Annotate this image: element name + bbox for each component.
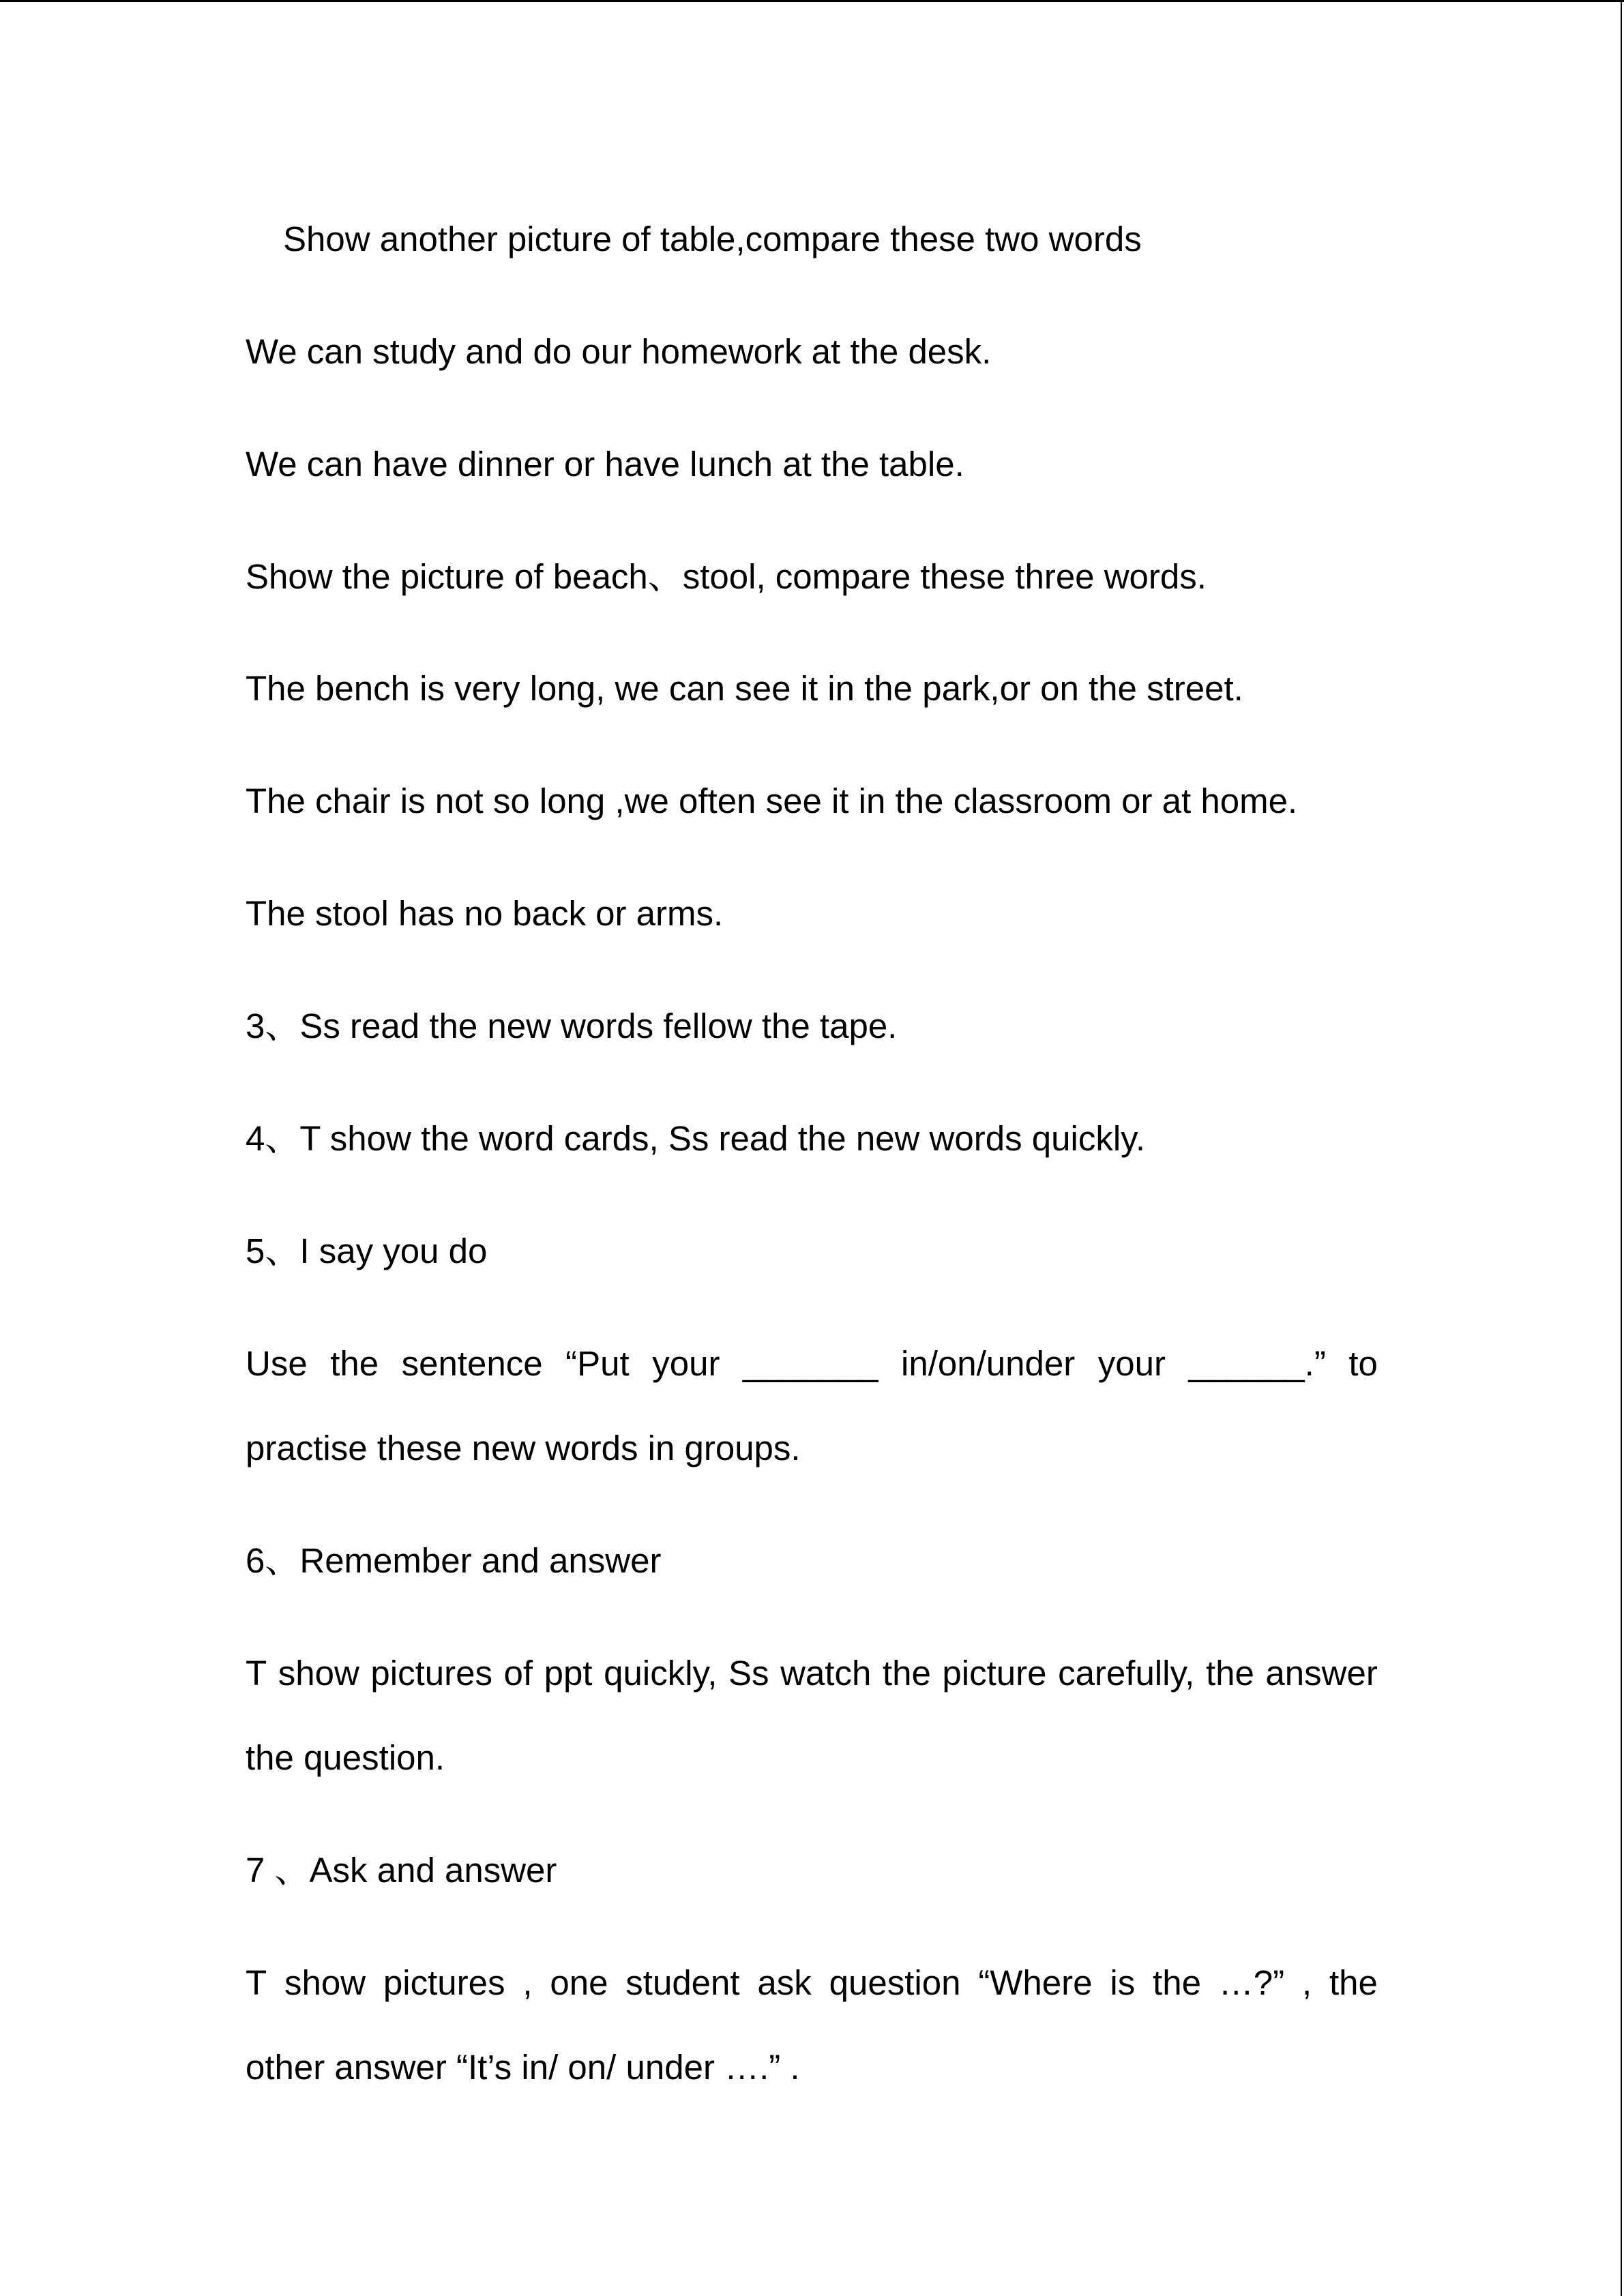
word: carefully, [1058,1654,1195,1693]
text-line-4: Show the picture of beach、stool, compare these three words. [246,557,1207,596]
word: picture [942,1654,1047,1693]
word: , [522,1963,533,2002]
text-line-10: 5、I say you do [246,1232,488,1270]
ask-line [246,1963,1378,2003]
sentence-pattern-line [246,1343,1378,1384]
word: Ss [728,1654,769,1693]
word: the [1153,1963,1201,2002]
word: show [278,1654,359,1693]
word: student [625,1963,740,2002]
blank-2: ______.” [1188,1344,1326,1383]
text-line-9: 4、T show the word cards, Ss read the new words quickly. [246,1119,1146,1158]
word: “Where [978,1963,1093,2002]
word: to [1348,1344,1378,1383]
word: question [829,1963,961,2002]
word: T [246,1654,267,1693]
text-line-13: 6、Remember and answer [246,1541,662,1580]
text-line-5: The bench is very long, we can see it in the park,or on the street. [246,669,1243,708]
text-line-2: We can study and do our homework at the desk. [246,332,992,371]
word: is [1110,1963,1136,2002]
blank-1: _______ [742,1344,879,1383]
word: …?” [1218,1963,1285,2002]
word: watch [780,1654,872,1693]
text-line-15: the question. [246,1738,445,1777]
word: T [246,1963,267,2002]
word: ask [757,1963,812,2002]
text-line-7: The stool has no back or arms. [246,894,724,933]
word: one [550,1963,608,2002]
word: , [1302,1963,1312,2002]
word: ppt [544,1654,593,1693]
word: show [284,1963,366,2002]
word: the [330,1344,379,1383]
text-line-16: 7 、Ask and answer [246,1851,557,1890]
word: of [503,1654,533,1693]
text-line-8: 3、Ss read the new words fellow the tape. [246,1007,898,1045]
word: “Put [565,1344,630,1383]
word: your [1097,1344,1166,1383]
word: your [652,1344,720,1383]
text-line-3: We can have dinner or have lunch at the table. [246,445,964,483]
word: the [1329,1963,1378,2002]
word: sentence [401,1344,543,1383]
word: pictures [383,1963,505,2002]
text-line-12: practise these new words in groups. [246,1429,801,1467]
word: Use [246,1344,308,1383]
page-right-border [1621,0,1622,2296]
page-top-border [0,0,1624,2]
text-line-18: other answer “It’s in/ on/ under ….” . [246,2048,800,2087]
word: the [882,1654,931,1693]
word: quickly, [604,1654,718,1693]
word: the [1205,1654,1254,1693]
word: pictures [370,1654,492,1693]
word: in/on/under [901,1344,1076,1383]
t-show-line [246,1653,1378,1694]
word: answer [1265,1654,1378,1693]
text-line-1: Show another picture of table,compare these two words [283,220,1142,258]
text-line-6: The chair is not so long ,we often see it in the classroom or at home. [246,781,1298,820]
